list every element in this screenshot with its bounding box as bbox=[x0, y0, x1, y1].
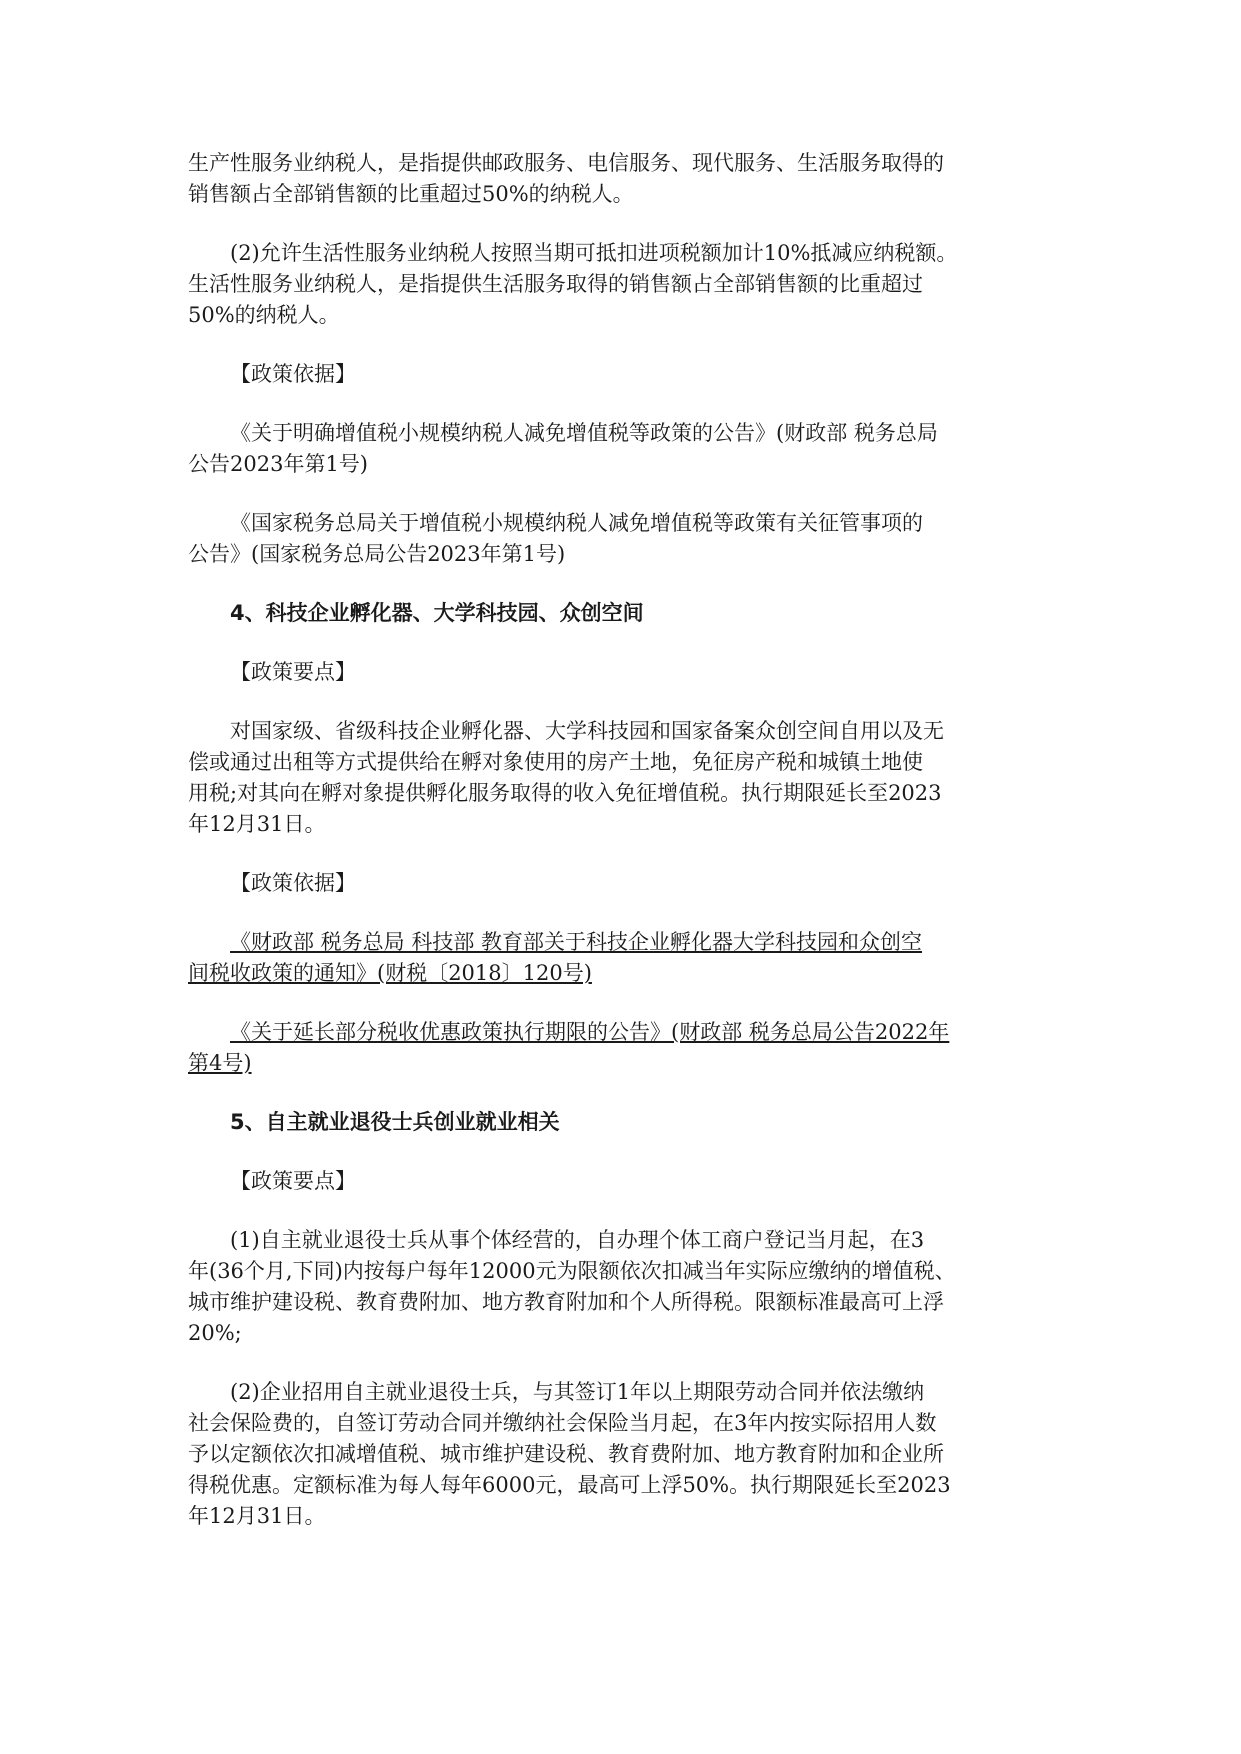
document-link-text[interactable]: 第4号) bbox=[188, 1051, 252, 1075]
document-link-text[interactable]: 《财政部 税务总局 科技部 教育部关于科技企业孵化器大学科技园和众创空 bbox=[230, 930, 923, 954]
text-line: 生活性服务业纳税人，是指提供生活服务取得的销售额占全部销售额的比重超过 bbox=[188, 272, 923, 296]
section-label-policy-points: 【政策要点】 bbox=[230, 660, 356, 684]
text-line: 公告》(国家税务总局公告2023年第1号) bbox=[188, 542, 566, 566]
text-line: 用税;对其向在孵对象提供孵化服务取得的收入免征增值税。执行期限延长至2023 bbox=[188, 781, 942, 805]
text-line: 年12月31日。 bbox=[188, 812, 326, 836]
text-line: (2)企业招用自主就业退役士兵，与其签订1年以上期限劳动合同并依法缴纳 bbox=[230, 1380, 925, 1404]
paragraph-veteran-item-1 bbox=[188, 1225, 1056, 1349]
document-link-text[interactable]: 间税收政策的通知》(财税〔2018〕120号) bbox=[188, 961, 592, 985]
section-label-policy-basis: 【政策依据】 bbox=[230, 362, 356, 386]
text-line: 偿或通过出租等方式提供给在孵对象使用的房产土地，免征房产税和城镇土地使 bbox=[188, 750, 923, 774]
text-line: 得税优惠。定额标准为每人每年6000元，最高可上浮50%。执行期限延长至2023 bbox=[188, 1473, 951, 1497]
text-line: (2)允许生活性服务业纳税人按照当期可抵扣进项税额加计10%抵减应纳税额。 bbox=[230, 241, 958, 265]
text-line: 《关于明确增值税小规模纳税人减免增值税等政策的公告》(财政部 税务总局 bbox=[230, 421, 938, 445]
document-page bbox=[188, 148, 1056, 1560]
text-line: 《国家税务总局关于增值税小规模纳税人减免增值税等政策有关征管事项的 bbox=[230, 511, 923, 535]
text-line: 生产性服务业纳税人，是指提供邮政服务、电信服务、现代服务、生活服务取得的 bbox=[188, 151, 944, 175]
paragraph-item-2-life-service bbox=[188, 238, 1056, 331]
paragraph-basis-1 bbox=[188, 418, 1056, 480]
section-label-policy-basis: 【政策依据】 bbox=[230, 871, 356, 895]
text-line: (1)自主就业退役士兵从事个体经营的，自办理个体工商户登记当月起，在3 bbox=[230, 1228, 925, 1252]
text-line: 予以定额依次扣减增值税、城市维护建设税、教育费附加、地方教育附加和企业所 bbox=[188, 1442, 944, 1466]
paragraph-veteran-item-2 bbox=[188, 1377, 1056, 1532]
paragraph-basis-link-2[interactable] bbox=[188, 1017, 1056, 1079]
text-line: 公告2023年第1号) bbox=[188, 452, 368, 476]
section-heading-5: 5、自主就业退役士兵创业就业相关 bbox=[230, 1110, 560, 1134]
text-line: 年12月31日。 bbox=[188, 1504, 326, 1528]
text-line: 城市维护建设税、教育费附加、地方教育附加和个人所得税。限额标准最高可上浮 bbox=[188, 1290, 944, 1314]
paragraph-basis-2 bbox=[188, 508, 1056, 570]
text-line: 社会保险费的，自签订劳动合同并缴纳社会保险当月起，在3年内按实际招用人数 bbox=[188, 1411, 937, 1435]
text-line: 50%的纳税人。 bbox=[188, 303, 340, 327]
text-line: 销售额占全部销售额的比重超过50%的纳税人。 bbox=[188, 182, 634, 206]
text-line: 对国家级、省级科技企业孵化器、大学科技园和国家备案众创空间自用以及无 bbox=[230, 719, 944, 743]
document-link-text[interactable]: 《关于延长部分税收优惠政策执行期限的公告》(财政部 税务总局公告2022年 bbox=[230, 1020, 950, 1044]
section-heading-4: 4、科技企业孵化器、大学科技园、众创空间 bbox=[230, 601, 644, 625]
text-line: 20%; bbox=[188, 1321, 242, 1345]
paragraph-basis-link-1[interactable] bbox=[188, 927, 1056, 989]
section-label-policy-points: 【政策要点】 bbox=[230, 1169, 356, 1193]
paragraph-incubator-policy bbox=[188, 716, 1056, 840]
paragraph-service-taxpayer-definition bbox=[188, 148, 1056, 210]
text-line: 年(36个月,下同)内按每户每年12000元为限额依次扣减当年实际应缴纳的增值税、 bbox=[188, 1259, 956, 1283]
